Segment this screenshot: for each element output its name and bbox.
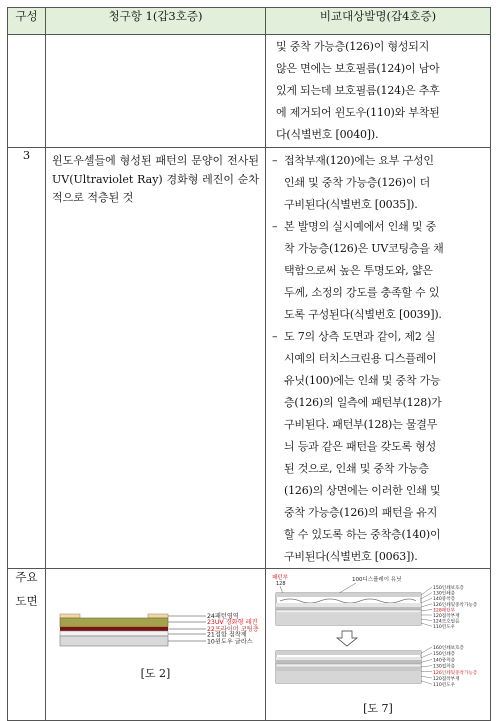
- fig7-bottom-leader-line: [421, 653, 432, 658]
- fig7-top-leader-line: [421, 598, 432, 603]
- fig7-bottom-label: 130접착층: [433, 663, 456, 670]
- bullet-line: (126)의 상면에는 이러한 인쇄 및: [284, 480, 487, 502]
- continuation-line: 않은 면에는 보호필름(124)이 남아: [276, 58, 486, 80]
- figure-7-caption: [도 7]: [266, 700, 490, 716]
- bullet-item: [270, 326, 487, 568]
- fig7-bottom-leader-line: [421, 666, 432, 667]
- bullet-line: 두께, 소정의 강도를 충족할 수 있: [284, 282, 487, 304]
- fig2-label-pattern: 24패턴영역: [207, 612, 239, 620]
- fig7-bottom-leader-line: [421, 681, 432, 684]
- header-claim: 청구항 1(갑3호증): [46, 8, 266, 35]
- bullet-line: 층(126)의 일측에 패턴부(128)가: [284, 392, 487, 414]
- fig7-top-leader-line: [421, 623, 432, 626]
- fig7-bottom-label: 160인쇄보호층: [433, 644, 465, 651]
- continuation-text-cell: [266, 35, 491, 148]
- bullet-line: 인쇄 및 중착 가능층(126)이 더: [284, 172, 487, 194]
- fig7-top-label: 110윈도우: [433, 623, 456, 630]
- fig7-top-label: 124보호필름: [433, 618, 460, 625]
- figure-7-diagram: [266, 571, 490, 701]
- fig7-bottom-leader-line: [421, 676, 432, 678]
- bullet-line: 유닛(100)에는 인쇄 및 중착 가능: [284, 370, 487, 392]
- bullet-line: 구비된다. 패턴부(128)는 물결무: [284, 414, 487, 436]
- continuation-line: 다(식별번호 [0040]).: [276, 124, 486, 146]
- figure-label-line: 주요: [8, 569, 45, 585]
- fig7-top-leader-line: [421, 609, 432, 611]
- continuation-claim-cell: [46, 35, 266, 148]
- fig7-top-leader-line: [421, 587, 432, 595]
- fig7-top-center-label: 100디스플레이 유닛: [352, 575, 401, 583]
- fig7-top-label: 120접착부재: [433, 612, 460, 619]
- bullet-mark: –: [272, 326, 277, 348]
- fig7-top-left-num: 128: [276, 581, 286, 587]
- fig7-top-left-label: 패턴부: [272, 573, 289, 581]
- bullet-line: 접착부재(120)에는 요부 구성인: [284, 150, 487, 172]
- fig2-label-glass: 10윈도우 글라스: [207, 638, 253, 646]
- bullet-item: [270, 150, 487, 216]
- bullet-line: 도록 구성된다(식별번호 [0039]).: [284, 304, 487, 326]
- bullet-line: 본 발명의 실시예에서 인쇄 및 중: [284, 216, 487, 238]
- fig7-top-label: 150인쇄보호층: [433, 584, 465, 591]
- continuation-label-cell: [8, 35, 46, 148]
- fig7-bottom-label: 140중착층: [433, 656, 456, 663]
- continuation-row: [8, 35, 491, 148]
- bullet-mark: –: [272, 150, 277, 172]
- row-3-claim-cell: [46, 148, 266, 569]
- figure-2-cell: [46, 569, 266, 721]
- header-row: [8, 8, 491, 35]
- figure-row: [8, 569, 491, 721]
- fig7-top-label: 130인쇄층: [433, 590, 456, 597]
- header-comparison: 비교대상발명(갑4호증): [266, 8, 491, 35]
- continuation-line: 있게 되는데 보호필름(124)은 추후: [276, 80, 486, 102]
- bullet-line: 된 것으로, 인쇄 및 중착 가능층: [284, 458, 487, 480]
- bullet-line: 시예의 터치스크린용 디스플레이: [284, 348, 487, 370]
- fig2-label-uv-resin: 23UV 경화형 레진: [207, 618, 257, 626]
- fig7-bottom-label: 126인쇄및중착가능층: [433, 669, 478, 676]
- fig7-bottom-label: 110윈도우: [433, 681, 456, 688]
- fig7-top-leader-line: [421, 604, 432, 607]
- bullet-mark: –: [272, 216, 277, 238]
- fig7-top-leader-line: [421, 619, 432, 621]
- bullet-line: 택함으로써 높은 투명도와, 얇은: [284, 260, 487, 282]
- fig2-label-adhesive: 21접합 점착제: [207, 631, 247, 639]
- comparison-table: [7, 7, 491, 721]
- fig7-bottom-label: 120접착부재: [433, 675, 460, 682]
- bullet-line: 구비된다(식별번호 [0063]).: [284, 546, 487, 568]
- bullet-line: 구비된다(식별번호 [0035]).: [284, 194, 487, 216]
- row-3-claim-text: 윈도우셀들에 형성된 패턴의 문양이 전사된 UV(Ultraviolet Ray) 경화형 레진이 순차적으로 적층된 것: [46, 148, 265, 208]
- figure-7-cell: [266, 569, 491, 721]
- fig7-top-labels: [421, 584, 478, 630]
- bullet-line: 착 가능층(126)은 UV코팅층을 채: [284, 238, 487, 260]
- row-3-label: 3: [8, 148, 46, 569]
- fig7-bottom-leader-line: [421, 647, 432, 653]
- fig7-top-label: 128패턴부: [433, 606, 456, 613]
- header-composition: 구성: [8, 8, 46, 35]
- fig7-bottom-leader-line: [421, 659, 432, 662]
- figure-row-label: [8, 569, 46, 721]
- bullet-line: 늬 등과 같은 패턴을 갖도록 형성: [284, 436, 487, 458]
- figure-2-caption: [도 2]: [46, 665, 265, 681]
- continuation-line: 에 제거되어 윈도우(110)와 부착된: [276, 102, 486, 124]
- fig7-top-label: 126인쇄및중착가능층: [433, 601, 478, 608]
- row-3-comparison-cell: [266, 148, 491, 569]
- fig7-bottom-labels: [421, 644, 478, 688]
- row-3: [8, 148, 491, 569]
- fig7-bottom-label: 150인쇄층: [433, 650, 456, 657]
- figure-label-line: 도면: [8, 593, 45, 609]
- bullet-line: 중착 가능층(126)의 패턴을 유지: [284, 502, 487, 524]
- continuation-line: 및 중착 가능층(126)이 형성되지: [276, 36, 486, 58]
- fig7-top-leader-line: [421, 593, 432, 599]
- bullet-item: [270, 216, 487, 326]
- fig7-top-label: 140중착층: [433, 595, 456, 602]
- fig2-label-primer: 22프라이머 코팅층: [207, 625, 259, 633]
- bullet-line: 도 7의 상측 도면과 같이, 제2 실: [284, 326, 487, 348]
- bullet-line: 할 수 있도록 하는 중착층(140)이: [284, 524, 487, 546]
